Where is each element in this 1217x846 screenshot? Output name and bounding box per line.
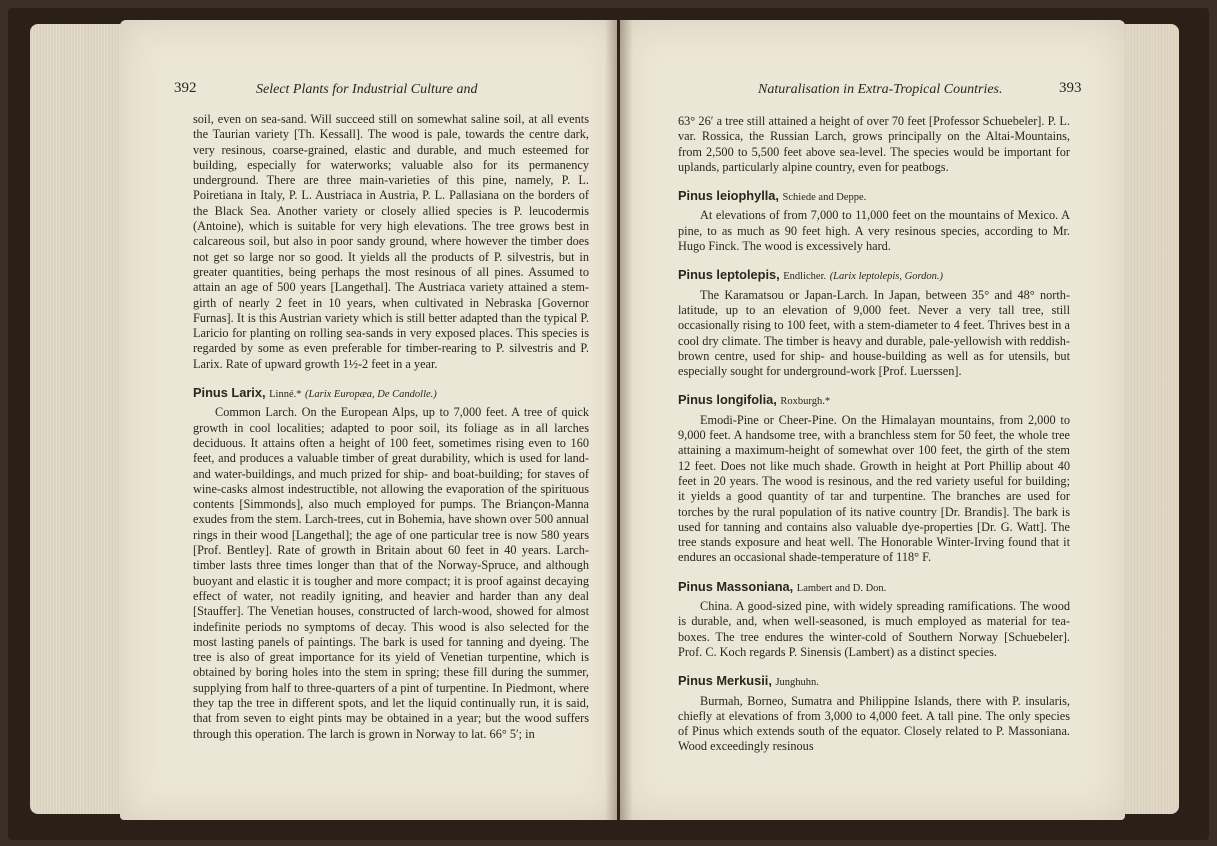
species-authority: Schiede and Deppe. <box>782 192 867 204</box>
left-page-body <box>193 112 589 742</box>
species-name: Pinus leiophylla, <box>678 188 779 204</box>
page-number: 392 <box>174 80 197 96</box>
species-heading <box>678 188 1070 205</box>
continued-paragraph: 63° 26′ a tree still attained a height of over 70 feet [Professor Schuebeler]. P. L. var. Rossica, the Russian Larch, grows principally on the Altai-Mountains, from 2,500 to 5,500 feet above sea-level. The species would be important for uplands, particularly alpine country, even for peatbogs. <box>678 114 1070 174</box>
species-authority: Lambert and D. Don. <box>796 582 887 594</box>
species-heading <box>193 385 589 402</box>
species-description: Burmah, Borneo, Sumatra and Philippine Islands, there with P. insularis, chiefly at elevations of from 3,000 to 4,000 feet. A tall pine. The only species of Pinus which extends south of the equator. Closely related to P. Massoniana. Wood exceedingly resinous <box>678 693 1070 754</box>
right-page <box>620 20 1125 820</box>
book-gutter <box>605 20 633 820</box>
species-description: China. A good-sized pine, with widely spreading ramifications. The wood is durable, and, when well-seasoned, is much employed as material for tea-boxes. The tree endures the winter-cold of Southern Norway [Schuebeler]. Prof. C. Koch regards P. Sinensis (Lambert) as a distinct species. <box>678 599 1070 659</box>
right-page-edges <box>1124 24 1179 814</box>
species-description: At elevations of from 7,000 to 11,000 feet on the mountains of Mexico. A pine, to as much as 90 feet high. A very resinous species, according to Mr. Hugo Finck. The wood is excessively hard. <box>678 208 1070 254</box>
species-name: Pinus Larix, <box>193 385 266 401</box>
species-name: Pinus longifolia, <box>678 392 777 408</box>
species-name: Pinus Merkusii, <box>678 673 772 689</box>
continued-paragraph: soil, even on sea-sand. Will succeed still on somewhat saline soil, at all events the Taurian variety [Th. Kessall]. The wood is pale, towards the centre dark, very resinous, coarse-grained, elastic and durable, and much esteemed for building, especially for waterworks; valuable also for its permanency underground. There are three main-varieties of this pine, namely, P. L. Poiretiana in Italy, P. L. Austriaca in Austria, P. L. Pallasiana on the borders of the Black Sea. Another variety or closely allied species is P. leucodermis (Antoine), which is suitable for very high elevations. The tree grows best in calcareous soil, but also in poor sandy ground, where however the timber does not get so large nor so good. It yields all the products of P. silvestris, but in greater quantities, being perhaps the most resinous of all pines. Assumed to attain an age of 500 years [Langethal]. The Austriaca variety attained a stem-girth of nearly 2 feet in 10 years, when cultivated in Nebraska [Governor Furnas]. It is this Austrian variety which is still better adapted than the typical P. Laricio for planting on rolling sea-sands in very exposed places. This species is regarded by some as even preferable for timber-rearing to P. silvestris and P. Larix. Rate of upward growth 1½-2 feet in a year. <box>193 112 589 371</box>
right-page-body <box>678 114 1070 755</box>
species-name: Pinus Massoniana, <box>678 578 794 594</box>
species-description: Common Larch. On the European Alps, up to 7,000 feet. A tree of quick growth in cool localities; adapted to poor soil, its foliage as in all larches deciduous. It attains often a height of 100 feet, sometimes rising even to 160 feet, and produces a valuable timber of great durability, which is used for land- and water-buildings, and much prized for ship- and boat-building; for staves of wine-casks almost indestructible, not allowing the evaporation of the spirituous contents [Simmonds], also much employed for pumps. The Briançon-Manna exudes from the stem. Larch-trees, cut in Bohemia, have shown over 500 annual rings in their wood [Langethal]; the age of one particular tree is now 580 years [Prof. Bentley]. Rate of growth in Britain about 60 feet in 40 years. Larch-timber lasts three times longer than that of the Norway-Spruce, and although buoyant and elastic it is tougher and more compact; it is proof against decaying effect of water, not readily igniting, and heavier and harder than any deal [Stauffer]. The Venetian houses, constructed of larch-wood, showed for almost indefinite periods no symptoms of decay. This wood is also selected for the most lasting panels of paintings. The bark is used for tanning and dyeing. The tree is also of great importance for its yield of Venetian turpentine, which is obtained by boring holes into the stem in spring; these fill during the summer, supplying from half to three-quarters of a pint of turpentine. In Piedmont, where they tap the tree in different spots, and let the liquid continually run, it is said, that from seven to eight pints may be obtained in a year; but the wood suffers through this operation. The larch is grown in Norway to lat. 66° 5′; in <box>193 405 589 741</box>
page-number: 393 <box>1059 80 1082 96</box>
species-synonym: (Larix leptolepis, Gordon.) <box>829 271 944 283</box>
species-heading <box>678 267 1070 284</box>
species-authority: Junghuhn. <box>775 677 819 689</box>
running-head: Naturalisation in Extra-Tropical Countries. <box>758 82 1003 97</box>
species-synonym: (Larix Europæa, De Candolle.) <box>305 389 437 401</box>
species-heading <box>678 392 1070 409</box>
species-authority: Roxburgh.* <box>780 396 831 408</box>
species-heading <box>678 673 1070 690</box>
species-name: Pinus leptolepis, <box>678 267 780 283</box>
species-authority: Linné.* <box>269 389 302 401</box>
species-description: Emodi-Pine or Cheer-Pine. On the Himalayan mountains, from 2,000 to 9,000 feet. A handsome tree, with a branchless stem for 50 feet, the whole tree attaining a maximum-height of somewhat over 100 feet, the girth of the stem 12 feet. Does not like much shade. Growth in height at Port Phillip about 40 feet in 20 years. The wood is resinous, and the red variety useful for building; it yields a good quantity of tar and turpentine. The branches are used for torches by the rural population of its native country [Dr. Brandis]. The bark is used for tanning and contains also valuable dye-properties [Dr. G. Watt]. The tree stands exposure and heat well. The Honorable Winter-Irving found that it endures an occasional shade-temperature of 118° F. <box>678 412 1070 565</box>
species-authority: Endlicher. <box>783 271 827 283</box>
species-description: The Karamatsou or Japan-Larch. In Japan, between 35° and 48° north-latitude, up to an elevation of 9,000 feet. Never a very tall tree, still occasionally rising to 100 feet, with a stem-diameter to 4 feet. Thrives best in a cool dry climate. The timber is heavy and durable, pale-yellowish with reddish-brown centre, used for ship- and house-building as well as for utensils, but especially sought for underground-work [Prof. Luerssen]. <box>678 287 1070 379</box>
species-heading <box>678 579 1070 596</box>
left-page <box>120 20 617 820</box>
left-page-edges <box>30 24 122 814</box>
running-head: Select Plants for Industrial Culture and <box>256 82 478 97</box>
